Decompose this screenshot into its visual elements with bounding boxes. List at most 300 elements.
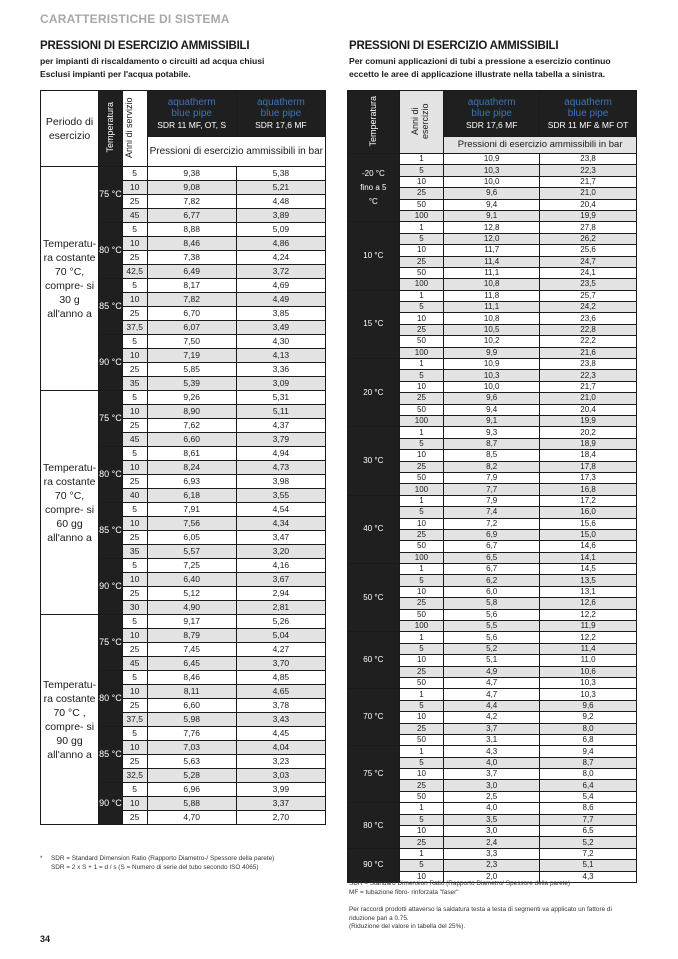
pressure-sdr11-cell: 8,17 bbox=[147, 279, 236, 293]
table-row bbox=[41, 615, 326, 629]
pressure-sdr11-cell: 6,40 bbox=[147, 573, 236, 587]
pressure-sdr176-cell: 4,34 bbox=[236, 517, 325, 531]
temperature-cell: 80 °C bbox=[99, 671, 123, 727]
pressure-sdr11-cell: 13,1 bbox=[540, 586, 637, 597]
pressure-sdr11-cell: 4,70 bbox=[147, 811, 236, 825]
years-cell: 5 bbox=[399, 370, 444, 381]
pressure-sdr11-cell: 7,19 bbox=[147, 349, 236, 363]
pressure-sdr11-cell: 26,2 bbox=[540, 233, 637, 244]
pressure-sdr176-cell: 3,5 bbox=[444, 814, 540, 825]
table-row bbox=[348, 222, 637, 233]
pressure-sdr176-cell: 4,13 bbox=[236, 349, 325, 363]
table-row bbox=[348, 632, 637, 643]
pressure-sdr11-cell: 17,3 bbox=[540, 472, 637, 483]
years-cell: 50 bbox=[399, 336, 444, 347]
years-cell: 50 bbox=[399, 677, 444, 688]
table-row bbox=[41, 391, 326, 405]
temperature-cell: 80 °C bbox=[99, 447, 123, 503]
years-cell: 25 bbox=[399, 666, 444, 677]
pressure-sdr176-cell: 4,16 bbox=[236, 559, 325, 573]
pressure-sdr11-cell: 5,63 bbox=[147, 755, 236, 769]
pressure-sdr11-cell: 14,5 bbox=[540, 564, 637, 575]
pressure-sdr176-cell: 3,03 bbox=[236, 769, 325, 783]
pressure-sdr11-cell: 19,9 bbox=[540, 210, 637, 221]
years-cell: 10 bbox=[122, 629, 147, 643]
years-cell: 25 bbox=[122, 587, 147, 601]
temperature-cell: 15 °C bbox=[348, 290, 400, 358]
pressure-sdr11-cell: 16,8 bbox=[540, 484, 637, 495]
temperature-cell: 80 °C bbox=[348, 803, 400, 849]
temperature-cell: 20 °C bbox=[348, 359, 400, 427]
pressure-sdr11-cell: 8,46 bbox=[147, 237, 236, 251]
years-cell: 10 bbox=[399, 245, 444, 256]
temperature-cell: 40 °C bbox=[348, 495, 400, 563]
temperature-cell: 50 °C bbox=[348, 564, 400, 632]
pressure-sdr11-cell: 8,7 bbox=[540, 757, 637, 768]
pressure-sdr176-cell: 10,3 bbox=[444, 370, 540, 381]
right-heading: PRESSIONI DI ESERCIZIO AMMISSIBILI bbox=[349, 40, 559, 52]
table-row bbox=[348, 154, 637, 165]
years-cell: 1 bbox=[399, 495, 444, 506]
years-cell: 1 bbox=[399, 359, 444, 370]
pressure-sdr176-cell: 4,04 bbox=[236, 741, 325, 755]
pressure-sdr176-cell: 3,55 bbox=[236, 489, 325, 503]
pressure-sdr176-cell: 4,2 bbox=[444, 712, 540, 723]
pressure-sdr176-cell: 3,70 bbox=[236, 657, 325, 671]
years-cell: 10 bbox=[399, 712, 444, 723]
years-cell: 100 bbox=[399, 484, 444, 495]
pressure-sdr176-cell: 10,0 bbox=[444, 381, 540, 392]
years-cell: 1 bbox=[399, 746, 444, 757]
pressure-sdr176-cell: 4,9 bbox=[444, 666, 540, 677]
years-cell: 5 bbox=[399, 814, 444, 825]
years-cell: 50 bbox=[399, 734, 444, 745]
years-cell: 5 bbox=[399, 757, 444, 768]
pressure-sdr11-cell: 12,2 bbox=[540, 609, 637, 620]
pressure-sdr176-cell: 6,2 bbox=[444, 575, 540, 586]
years-cell: 10 bbox=[399, 871, 444, 882]
years-cell: 25 bbox=[122, 419, 147, 433]
pressure-sdr176-cell: 8,2 bbox=[444, 461, 540, 472]
table-row bbox=[348, 427, 637, 438]
years-cell: 25 bbox=[399, 461, 444, 472]
pressure-sdr11-cell: 7,56 bbox=[147, 517, 236, 531]
years-cell: 25 bbox=[122, 307, 147, 321]
pressure-sdr11-cell: 10,3 bbox=[540, 677, 637, 688]
temperature-cell: 80 °C bbox=[99, 223, 123, 279]
pressure-sdr11-cell: 10,6 bbox=[540, 666, 637, 677]
pressure-sdr176-cell: 6,0 bbox=[444, 586, 540, 597]
pressure-sdr11-cell: 8,90 bbox=[147, 405, 236, 419]
pressure-sdr176-cell: 3,20 bbox=[236, 545, 325, 559]
years-cell: 25 bbox=[122, 699, 147, 713]
left-subtitle-1: per impianti di riscaldamento o circuiti ad acqua chiusi bbox=[40, 56, 265, 66]
pressure-sdr176-cell: 3,0 bbox=[444, 780, 540, 791]
pressure-sdr11-cell: 8,11 bbox=[147, 685, 236, 699]
page-number: 34 bbox=[40, 934, 51, 944]
pressure-sdr176-cell: 4,85 bbox=[236, 671, 325, 685]
pressure-sdr11-cell: 7,03 bbox=[147, 741, 236, 755]
pressure-sdr176-cell: 12,8 bbox=[444, 222, 540, 233]
temperature-cell: 90 °C bbox=[99, 559, 123, 615]
pressure-sdr11-cell: 7,45 bbox=[147, 643, 236, 657]
pressure-sdr176-cell: 10,2 bbox=[444, 336, 540, 347]
pressure-sdr11-cell: 17,8 bbox=[540, 461, 637, 472]
temperature-cell: 60 °C bbox=[348, 632, 400, 689]
years-cell: 1 bbox=[399, 222, 444, 233]
years-cell: 5 bbox=[399, 575, 444, 586]
period-label: Temperatu- ra costante 70 °C, compre- si 30 g all'anno a bbox=[41, 167, 99, 391]
pressure-sdr11-cell: 6,5 bbox=[540, 826, 637, 837]
years-cell: 5 bbox=[399, 233, 444, 244]
table-row bbox=[348, 803, 637, 814]
pressure-sdr11-cell: 11,9 bbox=[540, 621, 637, 632]
years-cell: 25 bbox=[399, 780, 444, 791]
pressure-sdr11-cell: 9,08 bbox=[147, 181, 236, 195]
pressure-sdr11-cell: 23,8 bbox=[540, 154, 637, 165]
years-cell: 5 bbox=[122, 447, 147, 461]
temperature-cell: 30 °C bbox=[348, 427, 400, 495]
temperature-cell: 90 °C bbox=[99, 783, 123, 825]
table-row bbox=[348, 359, 637, 370]
pressure-sdr176-cell: 9,4 bbox=[444, 199, 540, 210]
pressure-sdr176-cell: 9,3 bbox=[444, 427, 540, 438]
years-cell: 50 bbox=[399, 267, 444, 278]
pressure-sdr11-cell: 6,60 bbox=[147, 433, 236, 447]
pressure-sdr176-cell: 3,98 bbox=[236, 475, 325, 489]
pressure-sdr11-cell: 7,82 bbox=[147, 195, 236, 209]
col-years-header: Anni di esercizio bbox=[399, 91, 444, 154]
years-cell: 10 bbox=[399, 826, 444, 837]
pressure-sdr176-cell: 7,2 bbox=[444, 518, 540, 529]
pressure-sdr176-cell: 7,4 bbox=[444, 507, 540, 518]
temperature-cell: 70 °C bbox=[348, 689, 400, 746]
years-cell: 25 bbox=[399, 598, 444, 609]
years-cell: 50 bbox=[399, 791, 444, 802]
years-cell: 10 bbox=[122, 405, 147, 419]
years-cell: 30 bbox=[122, 601, 147, 615]
years-cell: 25 bbox=[122, 531, 147, 545]
pressure-header: Pressioni di esercizio ammissibili in bar bbox=[444, 137, 637, 154]
product-header-sdr11: aquatherm blue pipe SDR 11 MF, OT, S bbox=[147, 91, 236, 137]
pressure-sdr176-cell: 4,4 bbox=[444, 700, 540, 711]
pressure-sdr176-cell: 4,0 bbox=[444, 757, 540, 768]
years-cell: 5 bbox=[122, 727, 147, 741]
pressure-sdr176-cell: 2,70 bbox=[236, 811, 325, 825]
pressure-sdr176-cell: 3,09 bbox=[236, 377, 325, 391]
pressure-sdr176-cell: 3,72 bbox=[236, 265, 325, 279]
pressure-sdr11-cell: 27,8 bbox=[540, 222, 637, 233]
years-cell: 5 bbox=[399, 860, 444, 871]
pressure-sdr176-cell: 11,8 bbox=[444, 290, 540, 301]
pressure-sdr11-cell: 9,38 bbox=[147, 167, 236, 181]
pressure-sdr11-cell: 23,8 bbox=[540, 359, 637, 370]
pressure-sdr11-cell: 17,2 bbox=[540, 495, 637, 506]
years-cell: 10 bbox=[122, 293, 147, 307]
right-footnote-1: SDR = Standard Dimension Ratio (Rapporto Diametro/ Spessore della parete) bbox=[349, 880, 571, 887]
pressure-sdr11-cell: 8,6 bbox=[540, 803, 637, 814]
years-cell: 10 bbox=[122, 517, 147, 531]
years-cell: 1 bbox=[399, 290, 444, 301]
years-cell: 50 bbox=[399, 541, 444, 552]
pressure-sdr176-cell: 5,38 bbox=[236, 167, 325, 181]
pressure-sdr176-cell: 3,3 bbox=[444, 848, 540, 859]
pressure-sdr11-cell: 7,50 bbox=[147, 335, 236, 349]
years-cell: 10 bbox=[399, 586, 444, 597]
years-cell: 25 bbox=[399, 837, 444, 848]
pressure-sdr11-cell: 6,18 bbox=[147, 489, 236, 503]
pressure-sdr11-cell: 21,0 bbox=[540, 188, 637, 199]
right-footnote-3: Per raccordi prodotti attaverso la saldatura testa a testa di segmenti va applicato un fattore di riduzione pari a 0.75. bbox=[349, 906, 612, 922]
years-cell: 1 bbox=[399, 427, 444, 438]
pressure-sdr11-cell: 12,2 bbox=[540, 632, 637, 643]
pressure-sdr11-cell: 5,39 bbox=[147, 377, 236, 391]
product-header-sdr176: aquatherm blue pipe SDR 17,6 MF bbox=[236, 91, 325, 137]
pressure-sdr11-cell: 25,6 bbox=[540, 245, 637, 256]
years-cell: 25 bbox=[399, 324, 444, 335]
years-cell: 1 bbox=[399, 632, 444, 643]
pressure-sdr176-cell: 10,8 bbox=[444, 279, 540, 290]
period-label: Temperatu- ra costante 70 °C, compre- si 60 gg all'anno a bbox=[41, 391, 99, 615]
col-temperature-header: Temperatura bbox=[99, 91, 123, 167]
years-cell: 10 bbox=[399, 655, 444, 666]
years-cell: 100 bbox=[399, 210, 444, 221]
pressure-sdr176-cell: 10,5 bbox=[444, 324, 540, 335]
years-cell: 25 bbox=[122, 363, 147, 377]
temperature-cell: 90 °C bbox=[99, 335, 123, 391]
pressure-sdr176-cell: 7,9 bbox=[444, 495, 540, 506]
years-cell: 5 bbox=[122, 279, 147, 293]
years-cell: 25 bbox=[122, 811, 147, 825]
temperature-cell: 75 °C bbox=[99, 391, 123, 447]
pressure-sdr176-cell: 3,67 bbox=[236, 573, 325, 587]
years-cell: 5 bbox=[399, 507, 444, 518]
years-cell: 1 bbox=[399, 564, 444, 575]
years-cell: 5 bbox=[122, 335, 147, 349]
pressure-sdr11-cell: 24,7 bbox=[540, 256, 637, 267]
pressure-sdr11-cell: 5,2 bbox=[540, 837, 637, 848]
years-cell: 5 bbox=[122, 615, 147, 629]
years-cell: 10 bbox=[122, 461, 147, 475]
pressure-sdr176-cell: 7,7 bbox=[444, 484, 540, 495]
pressure-sdr11-cell: 24,2 bbox=[540, 302, 637, 313]
right-subtitle-2: eccetto le aree di applicazione illustrate nella tabella a sinistra. bbox=[349, 69, 606, 79]
years-cell: 1 bbox=[399, 154, 444, 165]
pressure-sdr176-cell: 3,89 bbox=[236, 209, 325, 223]
years-cell: 45 bbox=[122, 209, 147, 223]
pressure-sdr176-cell: 4,37 bbox=[236, 419, 325, 433]
pressure-sdr11-cell: 8,0 bbox=[540, 769, 637, 780]
years-cell: 10 bbox=[122, 237, 147, 251]
pressure-sdr11-cell: 4,90 bbox=[147, 601, 236, 615]
pressure-sdr11-cell: 15,0 bbox=[540, 529, 637, 540]
pressure-sdr176-cell: 5,21 bbox=[236, 181, 325, 195]
left-heading: PRESSIONI DI ESERCIZIO AMMISSIBILI bbox=[40, 40, 250, 52]
pressure-sdr176-cell: 4,54 bbox=[236, 503, 325, 517]
left-subtitle-2: Esclusi impianti per l'acqua potabile. bbox=[40, 69, 191, 79]
years-cell: 25 bbox=[399, 188, 444, 199]
pressure-sdr176-cell: 2,0 bbox=[444, 871, 540, 882]
temperature-cell: 10 °C bbox=[348, 222, 400, 290]
pressure-sdr176-cell: 11,1 bbox=[444, 267, 540, 278]
product-header-sdr11: aquatherm blue pipe SDR 11 MF & MF OT bbox=[540, 91, 637, 137]
pressure-sdr11-cell: 14,1 bbox=[540, 552, 637, 563]
pressure-sdr11-cell: 6,49 bbox=[147, 265, 236, 279]
pressure-sdr11-cell: 5,98 bbox=[147, 713, 236, 727]
pressure-sdr11-cell: 9,2 bbox=[540, 712, 637, 723]
pressure-sdr176-cell: 4,73 bbox=[236, 461, 325, 475]
pressure-sdr11-cell: 7,82 bbox=[147, 293, 236, 307]
pressure-sdr11-cell: 6,05 bbox=[147, 531, 236, 545]
pressure-sdr11-cell: 20,4 bbox=[540, 199, 637, 210]
years-cell: 50 bbox=[399, 472, 444, 483]
pressure-sdr11-cell: 21,6 bbox=[540, 347, 637, 358]
pressure-sdr176-cell: 3,0 bbox=[444, 826, 540, 837]
years-cell: 100 bbox=[399, 415, 444, 426]
left-footnote-1: SDR = Standard Dimension Ratio (Rapporto Diametro-/ Spessore della parete) bbox=[51, 855, 275, 862]
pressure-sdr176-cell: 3,37 bbox=[236, 797, 325, 811]
table-row bbox=[348, 290, 637, 301]
pressure-sdr176-cell: 6,5 bbox=[444, 552, 540, 563]
temperature-cell: 75 °C bbox=[348, 746, 400, 803]
pressure-sdr176-cell: 2,4 bbox=[444, 837, 540, 848]
pressure-sdr176-cell: 4,7 bbox=[444, 689, 540, 700]
pressure-sdr11-cell: 8,61 bbox=[147, 447, 236, 461]
pressure-sdr11-cell: 18,4 bbox=[540, 450, 637, 461]
temperature-cell: 90 °C bbox=[348, 848, 400, 882]
pressure-sdr176-cell: 3,85 bbox=[236, 307, 325, 321]
right-footnote-2: MF = tubazione fibro- rinforzata "faser" bbox=[349, 889, 459, 896]
pressure-sdr176-cell: 10,8 bbox=[444, 313, 540, 324]
pressure-sdr176-cell: 3,78 bbox=[236, 699, 325, 713]
pressure-sdr176-cell: 4,45 bbox=[236, 727, 325, 741]
pressure-sdr176-cell: 5,6 bbox=[444, 632, 540, 643]
col-temperature-header: Temperatura bbox=[348, 91, 400, 154]
left-footnote-2: SDR = 2 x S + 1 = d / s (S = Numero di serie del tubo secondo ISO 4065) bbox=[51, 864, 259, 871]
years-cell: 5 bbox=[399, 165, 444, 176]
pressure-sdr176-cell: 5,11 bbox=[236, 405, 325, 419]
pressure-sdr176-cell: 9,9 bbox=[444, 347, 540, 358]
pressure-sdr11-cell: 5,57 bbox=[147, 545, 236, 559]
years-cell: 5 bbox=[122, 223, 147, 237]
col-period-header: Periodo di esercizio bbox=[41, 91, 99, 167]
pressure-sdr176-cell: 7,9 bbox=[444, 472, 540, 483]
pressure-sdr176-cell: 4,30 bbox=[236, 335, 325, 349]
years-cell: 1 bbox=[399, 803, 444, 814]
years-cell: 50 bbox=[399, 199, 444, 210]
pressure-sdr176-cell: 5,5 bbox=[444, 621, 540, 632]
period-label: Temperatu- ra costante 70 °C , compre- si 90 gg all'anno a bbox=[41, 615, 99, 825]
years-cell: 5 bbox=[399, 302, 444, 313]
table-row bbox=[348, 495, 637, 506]
pressure-sdr11-cell: 22,3 bbox=[540, 370, 637, 381]
table-row bbox=[348, 848, 637, 859]
pressure-sdr176-cell: 5,04 bbox=[236, 629, 325, 643]
years-cell: 1 bbox=[399, 689, 444, 700]
years-cell: 5 bbox=[122, 671, 147, 685]
years-cell: 50 bbox=[399, 404, 444, 415]
pressure-sdr11-cell: 6,60 bbox=[147, 699, 236, 713]
pressure-sdr11-cell: 10,3 bbox=[540, 689, 637, 700]
pressure-sdr11-cell: 20,2 bbox=[540, 427, 637, 438]
pressure-sdr176-cell: 3,43 bbox=[236, 713, 325, 727]
pressure-sdr11-cell: 22,2 bbox=[540, 336, 637, 347]
pressure-sdr11-cell: 9,17 bbox=[147, 615, 236, 629]
pressure-sdr11-cell: 8,24 bbox=[147, 461, 236, 475]
years-cell: 5 bbox=[399, 643, 444, 654]
pressure-sdr11-cell: 11,0 bbox=[540, 655, 637, 666]
years-cell: 25 bbox=[399, 529, 444, 540]
pressure-sdr11-cell: 23,6 bbox=[540, 313, 637, 324]
years-cell: 100 bbox=[399, 279, 444, 290]
pressure-sdr176-cell: 4,27 bbox=[236, 643, 325, 657]
temperature-cell: 85 °C bbox=[99, 279, 123, 335]
pressure-sdr176-cell: 5,8 bbox=[444, 598, 540, 609]
product-header-sdr176: aquatherm blue pipe SDR 17,6 MF bbox=[444, 91, 540, 137]
pressure-sdr11-cell: 22,8 bbox=[540, 324, 637, 335]
pressure-sdr11-cell: 19,9 bbox=[540, 415, 637, 426]
pressure-sdr176-cell: 2,81 bbox=[236, 601, 325, 615]
pressure-sdr176-cell: 5,26 bbox=[236, 615, 325, 629]
page-header: CARATTERISTICHE DI SISTEMA bbox=[40, 12, 230, 26]
pressure-sdr176-cell: 4,86 bbox=[236, 237, 325, 251]
years-cell: 25 bbox=[122, 475, 147, 489]
pressure-sdr176-cell: 8,7 bbox=[444, 438, 540, 449]
temperature-cell: -20 °C fino a 5 °C bbox=[348, 154, 400, 222]
right-pressure-table bbox=[347, 90, 637, 883]
pressure-sdr11-cell: 21,7 bbox=[540, 381, 637, 392]
years-cell: 37,5 bbox=[122, 713, 147, 727]
pressure-sdr11-cell: 7,62 bbox=[147, 419, 236, 433]
years-cell: 25 bbox=[399, 723, 444, 734]
pressure-sdr11-cell: 7,2 bbox=[540, 848, 637, 859]
years-cell: 10 bbox=[122, 797, 147, 811]
pressure-sdr11-cell: 14,6 bbox=[540, 541, 637, 552]
pressure-sdr176-cell: 9,6 bbox=[444, 188, 540, 199]
years-cell: 40 bbox=[122, 489, 147, 503]
pressure-sdr176-cell: 4,7 bbox=[444, 677, 540, 688]
pressure-sdr176-cell: 4,48 bbox=[236, 195, 325, 209]
years-cell: 45 bbox=[122, 433, 147, 447]
pressure-sdr176-cell: 3,1 bbox=[444, 734, 540, 745]
pressure-sdr176-cell: 9,1 bbox=[444, 415, 540, 426]
pressure-sdr11-cell: 11,4 bbox=[540, 643, 637, 654]
pressure-sdr176-cell: 3,7 bbox=[444, 723, 540, 734]
pressure-sdr176-cell: 4,3 bbox=[444, 746, 540, 757]
pressure-sdr176-cell: 4,94 bbox=[236, 447, 325, 461]
pressure-sdr176-cell: 9,1 bbox=[444, 210, 540, 221]
years-cell: 5 bbox=[122, 783, 147, 797]
pressure-sdr176-cell: 4,69 bbox=[236, 279, 325, 293]
pressure-sdr11-cell: 6,45 bbox=[147, 657, 236, 671]
years-cell: 25 bbox=[399, 393, 444, 404]
years-cell: 10 bbox=[399, 313, 444, 324]
pressure-sdr11-cell: 6,77 bbox=[147, 209, 236, 223]
pressure-sdr11-cell: 12,6 bbox=[540, 598, 637, 609]
pressure-sdr11-cell: 6,96 bbox=[147, 783, 236, 797]
pressure-sdr176-cell: 5,1 bbox=[444, 655, 540, 666]
years-cell: 35 bbox=[122, 377, 147, 391]
pressure-sdr11-cell: 18,9 bbox=[540, 438, 637, 449]
years-cell: 5 bbox=[122, 503, 147, 517]
right-footnote-4: (Riduzione del valore in tabella del 25%). bbox=[349, 923, 466, 930]
years-cell: 10 bbox=[122, 573, 147, 587]
pressure-sdr176-cell: 3,36 bbox=[236, 363, 325, 377]
pressure-sdr176-cell: 5,6 bbox=[444, 609, 540, 620]
pressure-sdr176-cell: 3,49 bbox=[236, 321, 325, 335]
pressure-sdr176-cell: 4,24 bbox=[236, 251, 325, 265]
pressure-sdr11-cell: 8,0 bbox=[540, 723, 637, 734]
